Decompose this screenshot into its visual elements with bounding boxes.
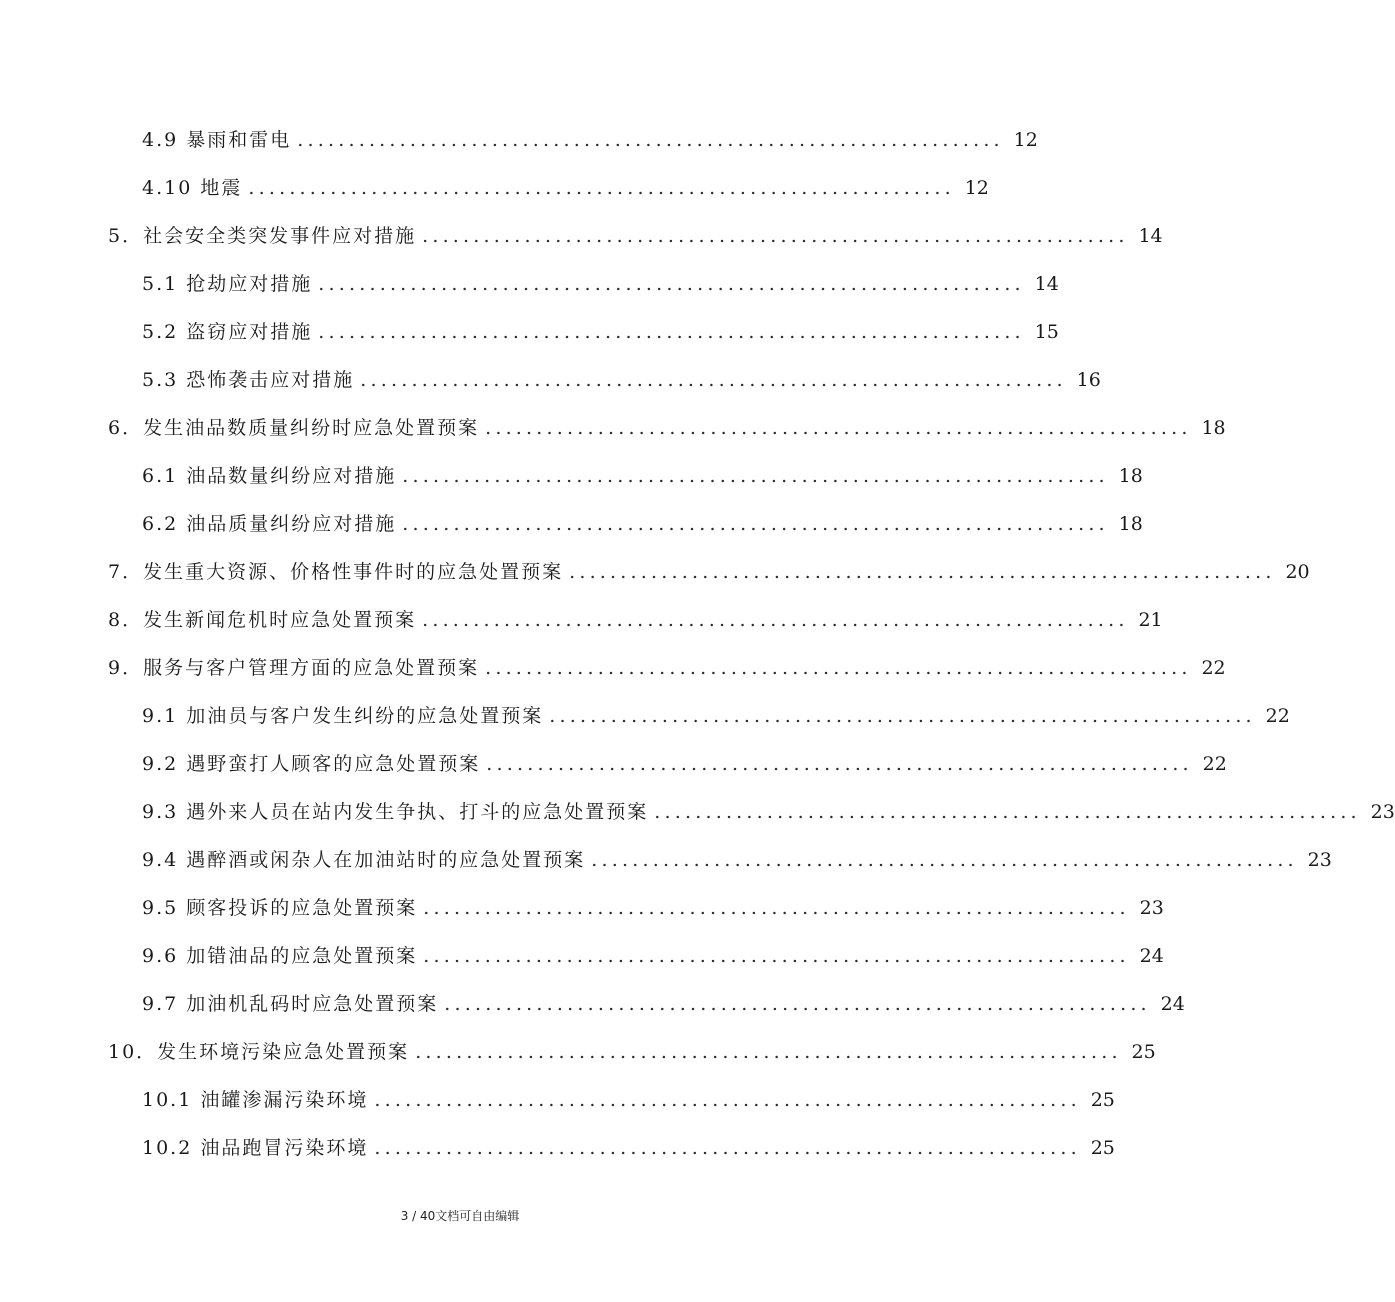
toc-entry-9-6[interactable] [0,934,1164,968]
toc-page-number: 23 [1370,801,1395,823]
toc-page-number: 25 [1090,1089,1115,1111]
toc-entry-title: 7．发生重大资源、价格性事件时的应急处置预案 [108,561,564,583]
toc-entry-6-1[interactable] [0,454,1143,488]
toc-leader-dots: ..................................................................... [444,993,1151,1015]
toc-leader-dots: ..................................................................... [360,369,1067,391]
toc-entry-title: 9.7 加油机乱码时应急处置预案 [142,993,439,1015]
toc-leader-dots: ..................................................................... [485,657,1192,679]
toc-entry-7[interactable] [0,550,1310,584]
toc-entry-title: 9.4 遇醉酒或闲杂人在加油站时的应急处置预案 [142,849,586,871]
toc-entry-5[interactable] [0,214,1163,248]
toc-leader-dots: ..................................................................... [402,465,1109,487]
toc-leader-dots: ..................................................................... [248,177,955,199]
toc-entry-title: 9．服务与客户管理方面的应急处置预案 [108,657,480,679]
toc-entry-title: 6．发生油品数质量纠纷时应急处置预案 [108,417,480,439]
toc-entry-title: 10.2 油品跑冒污染环境 [142,1137,369,1159]
toc-entry-9-2[interactable] [0,742,1227,776]
toc-entry-4-9[interactable] [0,118,1062,152]
toc-page-number: 12 [1013,129,1038,151]
toc-entry-6[interactable] [0,406,1226,440]
toc-entry-title: 5．社会安全类突发事件应对措施 [108,225,417,247]
toc-entry-5-3[interactable] [0,358,1101,392]
toc-entry-title: 8．发生新闻危机时应急处置预案 [108,609,417,631]
toc-page-number: 12 [964,177,989,199]
toc-page-number: 18 [1201,417,1226,439]
toc-entry-title: 6.1 油品数量纠纷应对措施 [142,465,397,487]
toc-entry-10-1[interactable] [0,1078,1115,1112]
toc-entry-8[interactable] [0,598,1163,632]
toc-entry-title: 5.1 抢劫应对措施 [142,273,313,295]
toc-entry-title: 6.2 油品质量纠纷应对措施 [142,513,397,535]
toc-entry-title: 4.10 地震 [142,177,243,199]
toc-page-number: 14 [1138,225,1163,247]
toc-entry-10-2[interactable] [0,1126,1115,1160]
toc-entry-9[interactable] [0,646,1226,680]
toc-leader-dots: ..................................................................... [591,849,1298,871]
toc-page-number: 25 [1131,1041,1156,1063]
toc-page-number: 20 [1285,561,1310,583]
toc-entry-title: 5.2 盗窃应对措施 [142,321,313,343]
toc-entry-title: 5.3 恐怖袭击应对措施 [142,369,355,391]
toc-entry-9-7[interactable] [0,982,1185,1016]
toc-page-number: 21 [1138,609,1163,631]
page-footer: 3 / 40文档可自由编辑 [400,1209,520,1223]
toc-entry-6-2[interactable] [0,502,1143,536]
toc-page-number: 22 [1201,657,1226,679]
toc-leader-dots: ..................................................................... [654,801,1361,823]
toc-entry-title: 9.1 加油员与客户发生纠纷的应急处置预案 [142,705,544,727]
toc-leader-dots: ..................................................................... [422,225,1129,247]
toc-page-number: 24 [1139,945,1164,967]
toc-leader-dots: ..................................................................... [402,513,1109,535]
toc-leader-dots: ..................................................................... [549,705,1256,727]
toc-leader-dots: ..................................................................... [486,753,1193,775]
toc-page-number: 23 [1307,849,1332,871]
toc-leader-dots: ..................................................................... [569,561,1276,583]
toc-entry-9-3[interactable] [0,790,1395,824]
toc-leader-dots: ..................................................................... [318,273,1025,295]
toc-page-number: 25 [1090,1137,1115,1159]
toc-leader-dots: ..................................................................... [297,129,1004,151]
toc-entry-5-1[interactable] [0,262,1062,296]
toc-page-number: 15 [1034,321,1059,343]
toc-entry-title: 9.5 顾客投诉的应急处置预案 [142,897,418,919]
toc-page-number: 16 [1076,369,1101,391]
toc-entry-4-10[interactable] [0,166,1062,200]
toc-page-number: 18 [1118,513,1143,535]
toc-page-number: 14 [1034,273,1059,295]
toc-entry-title: 10．发生环境污染应急处置预案 [108,1041,410,1063]
toc-page-number: 18 [1118,465,1143,487]
toc-leader-dots: ..................................................................... [415,1041,1122,1063]
toc-leader-dots: ..................................................................... [423,945,1130,967]
toc-page-number: 24 [1160,993,1185,1015]
toc-leader-dots: ..................................................................... [423,897,1130,919]
toc-leader-dots: ..................................................................... [422,609,1129,631]
toc-entry-title: 9.3 遇外来人员在站内发生争执、打斗的应急处置预案 [142,801,649,823]
toc-entry-9-1[interactable] [0,694,1290,728]
toc-leader-dots: ..................................................................... [318,321,1025,343]
toc-entry-5-2[interactable] [0,310,1062,344]
toc-entry-title: 4.9 暴雨和雷电 [142,129,292,151]
toc-entry-10[interactable] [0,1030,1156,1064]
toc-entry-9-5[interactable] [0,886,1164,920]
toc-leader-dots: ..................................................................... [374,1089,1081,1111]
toc-entry-title: 9.2 遇野蛮打人顾客的应急处置预案 [142,753,481,775]
toc-leader-dots: ..................................................................... [374,1137,1081,1159]
toc-entry-9-4[interactable] [0,838,1332,872]
toc-page-number: 22 [1202,753,1227,775]
toc-page-number: 23 [1139,897,1164,919]
toc-page-number: 22 [1265,705,1290,727]
toc-leader-dots: ..................................................................... [485,417,1192,439]
toc-entry-title: 10.1 油罐渗漏污染环境 [142,1089,369,1111]
toc-entry-title: 9.6 加错油品的应急处置预案 [142,945,418,967]
